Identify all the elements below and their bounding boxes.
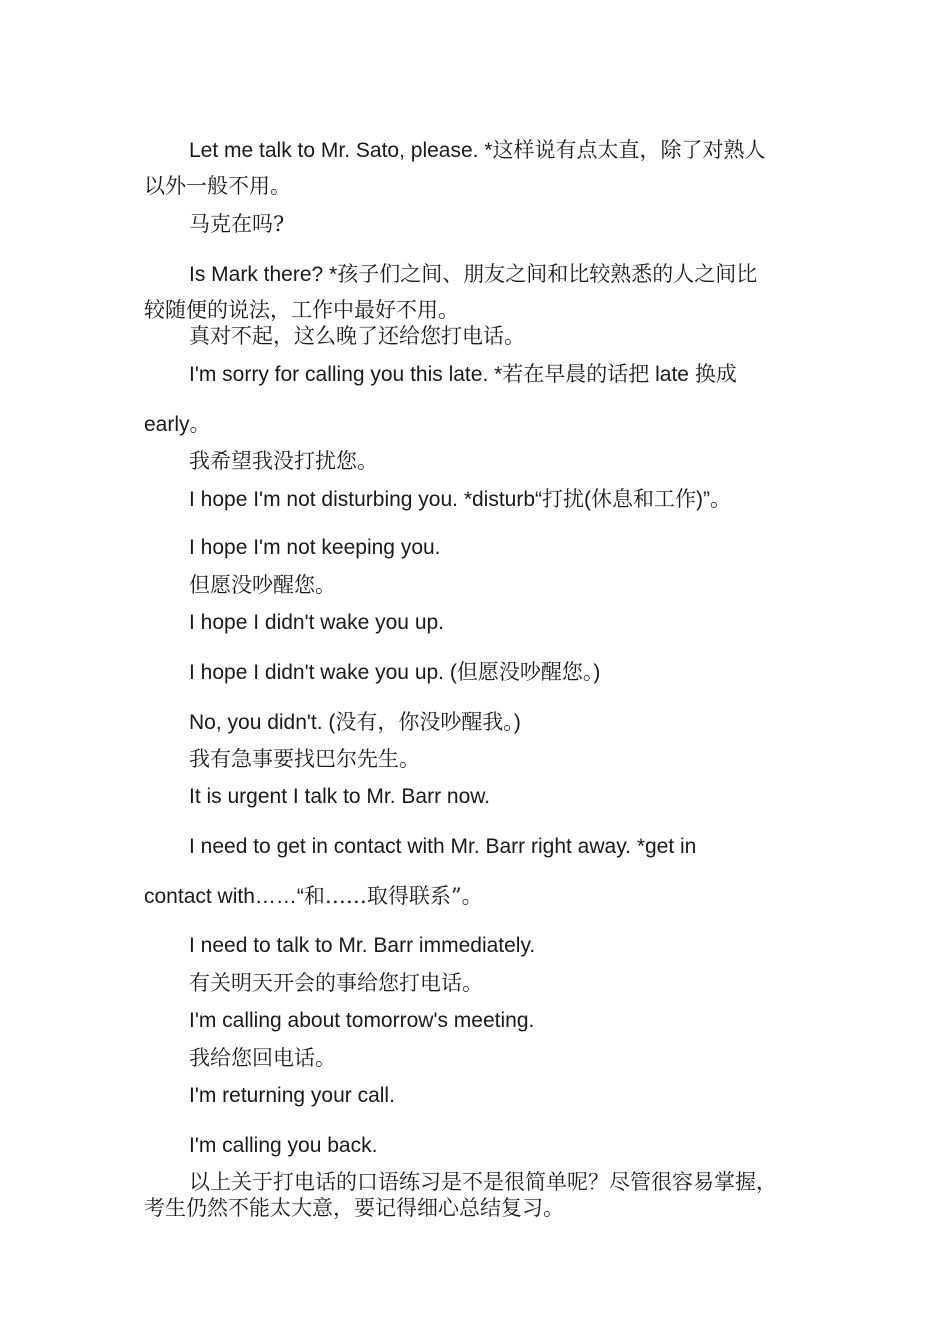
paragraph-wake-zh: 但愿没吵醒您。 [189, 573, 336, 597]
text-zh: 休息和工作 [591, 487, 697, 511]
text-zh: 。 [710, 487, 732, 511]
text-zh: 没有，你没吵醒我。 [335, 710, 514, 734]
text-en: ( [584, 488, 592, 511]
text-en: I hope I didn't wake you up. ( [189, 661, 457, 684]
paragraph-contact-cont [144, 883, 483, 910]
paragraph-mark-zh: 马克在吗? [189, 212, 285, 236]
text-en: ) [513, 711, 521, 734]
text-zh: 这样说有点太直，除了对熟人 [492, 138, 766, 162]
paragraph-sato [189, 137, 766, 164]
text-en: late [649, 363, 695, 386]
text-en: ) [593, 661, 601, 684]
text-en: )” [696, 488, 711, 511]
paragraph-disturb-zh: 我希望我没打扰您。 [189, 449, 378, 473]
paragraph-keeping: I hope I'm not keeping you. [189, 536, 441, 559]
paragraph-disturb-en [189, 486, 731, 513]
paragraph-late-cont [144, 411, 211, 438]
paragraph-return-en: I'm returning your call. [189, 1084, 395, 1107]
text-en: Let me talk to Mr. Sato, please. * [189, 139, 493, 162]
paragraph-callback: I'm calling you back. [189, 1134, 378, 1157]
text-zh: 孩子们之间、朋友之间和比较熟悉的人之间比 [337, 262, 758, 286]
text-en: contact with……“ [144, 885, 304, 908]
paragraph-late-zh: 真对不起，这么晚了还给您打电话。 [189, 324, 525, 348]
paragraph-sato-cont: 以外一般不用。 [144, 174, 291, 198]
paragraph-wake-en: I hope I didn't wake you up. [189, 611, 445, 634]
text-zh: 。 [189, 412, 211, 436]
paragraph-summary-cont: 考生仍然不能太大意，要记得细心总结复习。 [144, 1196, 564, 1220]
text-en: I hope I'm not disturbing you. *disturb“ [189, 488, 543, 511]
paragraph-meeting-zh: 有关明天开会的事给您打电话。 [189, 971, 483, 995]
paragraph-immediately: I need to talk to Mr. Barr immediately. [189, 934, 536, 957]
paragraph-meeting-en: I'm calling about tomorrow's meeting. [189, 1009, 535, 1032]
text-zh: 换成 [694, 362, 737, 386]
text-en: Is Mark there? * [189, 263, 338, 286]
text-zh: 若在早晨的话把 [502, 362, 650, 386]
paragraph-summary: 以上关于打电话的口语练习是不是很简单呢？尽管很容易掌握， [189, 1170, 777, 1194]
text-en: I'm sorry for calling you this late. * [189, 363, 503, 386]
paragraph-late-en [189, 361, 737, 388]
text-en: No, you didn't. ( [189, 711, 336, 734]
text-zh: 和……取得联系”。 [303, 884, 483, 908]
paragraph-contact: I need to get in contact with Mr. Barr right away. *get in [189, 835, 697, 858]
paragraph-urgent-zh: 我有急事要找巴尔先生。 [189, 747, 420, 771]
text-zh: 打扰 [542, 487, 585, 511]
paragraph-wake-reply [189, 709, 521, 736]
text-en: early [144, 413, 190, 436]
paragraph-return-zh: 我给您回电话。 [189, 1046, 336, 1070]
text-zh: 但愿没吵醒您。 [456, 660, 594, 684]
paragraph-mark-en [189, 261, 757, 288]
paragraph-mark-cont: 较随便的说法，工作中最好不用。 [144, 298, 459, 322]
paragraph-urgent-en: It is urgent I talk to Mr. Barr now. [189, 785, 491, 808]
paragraph-wake-dialog [189, 659, 600, 686]
